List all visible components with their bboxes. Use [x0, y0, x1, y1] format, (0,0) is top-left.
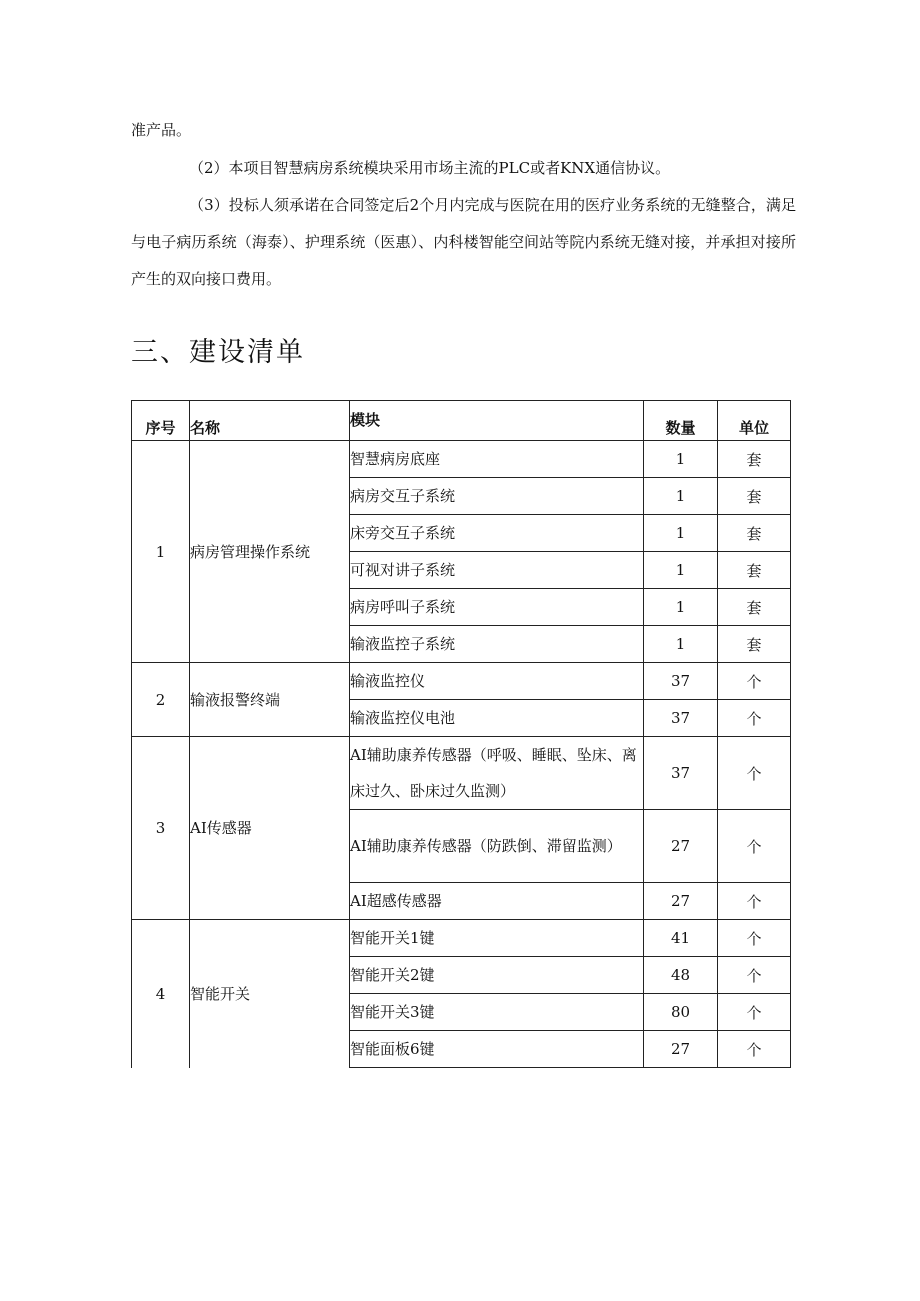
module-cell: 智能开关3键 [350, 994, 644, 1031]
unit-cell: 套 [718, 515, 791, 552]
group-name: 病房管理操作系统 [190, 441, 350, 663]
unit-cell: 套 [718, 552, 791, 589]
quantity-cell: 1 [644, 441, 718, 478]
unit-cell: 个 [718, 737, 791, 810]
quantity-cell: 37 [644, 663, 718, 700]
table-row [132, 920, 791, 957]
group-name: 智能开关 [190, 920, 350, 1068]
unit-cell: 个 [718, 883, 791, 920]
group-seq: 4 [132, 920, 190, 1068]
module-cell: 床旁交互子系统 [350, 515, 644, 552]
group-seq: 3 [132, 737, 190, 920]
quantity-cell: 37 [644, 737, 718, 810]
group-seq: 2 [132, 663, 190, 737]
quantity-cell: 27 [644, 1031, 718, 1068]
quantity-cell: 1 [644, 478, 718, 515]
paragraph-item-3: （3）投标人须承诺在合同签定后2个月内完成与医院在用的医疗业务系统的无缝整合，满足与电子病历系统（海泰）、护理系统（医惠）、内科楼智能空间站等院内系统无缝对接，并承担对接所产生的双向接口费用。 [131, 196, 796, 288]
paragraph-continuation: 准产品。 [131, 121, 192, 139]
table-header-row [132, 401, 791, 441]
unit-cell: 套 [718, 478, 791, 515]
group-name: 输液报警终端 [190, 663, 350, 737]
module-cell: 智能面板6键 [350, 1031, 644, 1068]
unit-cell: 个 [718, 810, 791, 883]
module-cell: 智能开关1键 [350, 920, 644, 957]
module-cell: AI辅助康养传感器（呼吸、睡眠、坠床、离床过久、卧床过久监测） [350, 737, 644, 810]
quantity-cell: 80 [644, 994, 718, 1031]
table-row [132, 663, 791, 700]
header-module: 模块 [350, 401, 644, 441]
module-cell: 输液监控仪电池 [350, 700, 644, 737]
module-cell: 输液监控仪 [350, 663, 644, 700]
quantity-cell: 48 [644, 957, 718, 994]
unit-cell: 个 [718, 700, 791, 737]
table-row [132, 441, 791, 478]
header-unit: 单位 [718, 401, 791, 441]
table-row [132, 737, 791, 810]
module-cell: 输液监控子系统 [350, 626, 644, 663]
construction-list-table [131, 400, 791, 1068]
unit-cell: 个 [718, 663, 791, 700]
group-name: AI传感器 [190, 737, 350, 920]
quantity-cell: 27 [644, 883, 718, 920]
module-cell: 可视对讲子系统 [350, 552, 644, 589]
quantity-cell: 1 [644, 515, 718, 552]
header-name: 名称 [190, 401, 350, 441]
quantity-cell: 1 [644, 589, 718, 626]
quantity-cell: 37 [644, 700, 718, 737]
unit-cell: 个 [718, 957, 791, 994]
module-cell: 病房交互子系统 [350, 478, 644, 515]
unit-cell: 套 [718, 589, 791, 626]
quantity-cell: 27 [644, 810, 718, 883]
quantity-cell: 1 [644, 626, 718, 663]
unit-cell: 个 [718, 1031, 791, 1068]
module-cell: 智慧病房底座 [350, 441, 644, 478]
module-cell: AI辅助康养传感器（防跌倒、滞留监测） [350, 810, 644, 883]
module-cell: AI超感传感器 [350, 883, 644, 920]
unit-cell: 个 [718, 920, 791, 957]
module-cell: 智能开关2键 [350, 957, 644, 994]
module-cell: 病房呼叫子系统 [350, 589, 644, 626]
group-seq: 1 [132, 441, 190, 663]
header-quantity: 数量 [644, 401, 718, 441]
unit-cell: 套 [718, 441, 791, 478]
unit-cell: 个 [718, 994, 791, 1031]
quantity-cell: 1 [644, 552, 718, 589]
quantity-cell: 41 [644, 920, 718, 957]
header-seq: 序号 [132, 401, 190, 441]
paragraph-item-2: （2）本项目智慧病房系统模块采用市场主流的PLC或者KNX通信协议。 [189, 159, 671, 177]
section-heading: 三、建设清单 [131, 337, 305, 368]
unit-cell: 套 [718, 626, 791, 663]
